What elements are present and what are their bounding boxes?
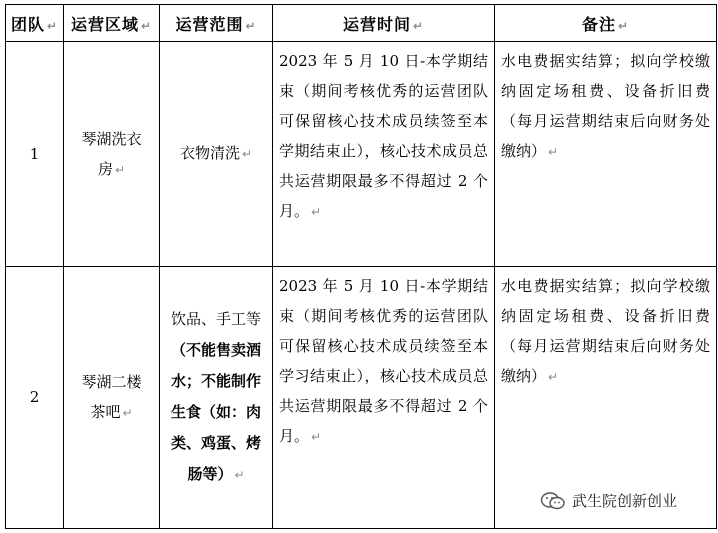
watermark: [540, 490, 677, 511]
header-row: [6, 5, 717, 42]
team-cell: 2: [6, 267, 64, 529]
team-cell: 1: [6, 42, 64, 267]
area-cell: 琴湖洗衣房 ↵: [64, 42, 160, 267]
header-time: 运营时间 ↵: [273, 5, 495, 42]
header-note: 备注 ↵: [495, 5, 717, 42]
time-cell: 2023 年 5 月 10 日-本学期结束（期间考核优秀的运营团队可保留核心技术成员续签至本学习结束止），核心技术成员总共运营期限最多不得超过 2 个月。 ↵: [273, 267, 495, 529]
watermark-text: 武生院创新创业: [572, 492, 678, 510]
header-team: 团队 ↵: [6, 5, 64, 42]
operations-table: [5, 4, 717, 529]
note-cell: 水电费据实结算；拟向学校缴纳固定场租费、设备折旧费（每月运营期结束后向财务处缴纳） ↵: [495, 267, 717, 529]
note-cell: 水电费据实结算；拟向学校缴纳固定场租费、设备折旧费（每月运营期结束后向财务处缴纳） ↵: [495, 42, 717, 267]
time-cell: 2023 年 5 月 10 日-本学期结束（期间考核优秀的运营团队可保留核心技术成员续签至本学期结束止），核心技术成员总共运营期限最多不得超过 2 个月。 ↵: [273, 42, 495, 267]
wechat-icon: [540, 491, 566, 511]
table-row: [6, 42, 717, 267]
header-scope: 运营范围 ↵: [160, 5, 273, 42]
scope-cell: 衣物清洗 ↵: [160, 42, 273, 267]
scope-cell: 饮品、手工等（不能售卖酒水；不能制作生食（如：肉类、鸡蛋、烤肠等） ↵: [160, 267, 273, 529]
area-cell: 琴湖二楼茶吧 ↵: [64, 267, 160, 529]
header-area: 运营区域 ↵: [64, 5, 160, 42]
